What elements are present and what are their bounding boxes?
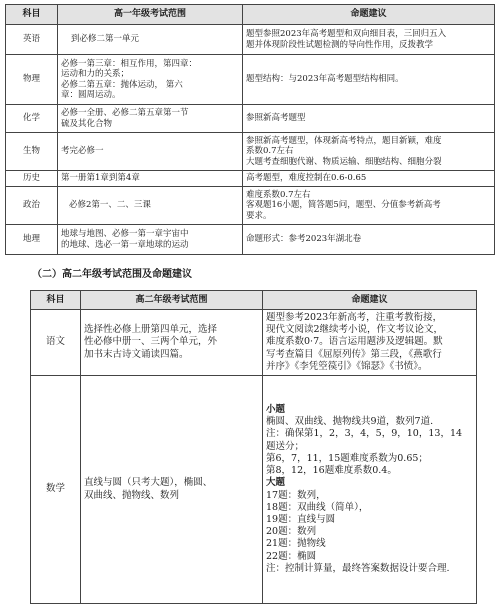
range-line: 直线与圆（只考大题），椭圆、 <box>84 477 213 489</box>
advice-line: 大题考查细胞代谢、物质运输、细胞结构、细胞分裂 <box>246 156 442 167</box>
advice-line: 22题：椭圆 <box>266 550 317 562</box>
advice-line: 题型结构：与2023年高考题型结构相同。 <box>246 74 404 85</box>
advice-cell <box>243 171 495 187</box>
big-questions-title: 大题 <box>266 477 286 489</box>
advice-cell <box>243 55 495 105</box>
small-questions-title: 小题 <box>266 404 286 416</box>
range-line: 考完必修一 <box>61 146 104 157</box>
advice-line: 19题：直线与圆 <box>266 513 336 525</box>
range-line: 必修一全册、必修二第五章第一节 <box>61 108 189 118</box>
subject-cell: 英语 <box>6 25 58 55</box>
range-line: 必修2第一、二、三课 <box>69 200 151 211</box>
range-cell <box>81 376 263 604</box>
range-line: 第一册第1章到第4章 <box>61 173 140 184</box>
subject-cell: 语文 <box>31 310 81 376</box>
advice-line: 题型参考2023年新高考，注重考教衔接， <box>266 311 443 323</box>
advice-cell <box>243 105 495 133</box>
header-subject: 科目 <box>31 291 81 310</box>
header-advice: 命题建议 <box>243 5 495 25</box>
range-line: 加书末古诗文诵读四篇。 <box>84 348 189 360</box>
header-subject: 科目 <box>6 5 58 25</box>
advice-cell <box>263 376 477 604</box>
advice-line: 参照新高考题型 <box>246 113 306 124</box>
advice-line: 21题：抛物线 <box>266 538 326 550</box>
range-cell <box>58 187 243 225</box>
advice-line: 注：确保第1，2，3，4，5，9，10，13，14 <box>266 428 463 440</box>
subject-cell: 生物 <box>6 133 58 171</box>
range-cell <box>81 310 263 376</box>
table-grade10 <box>5 4 495 255</box>
table-row <box>6 25 495 55</box>
advice-cell <box>243 133 495 171</box>
advice-line: 17题：数列， <box>266 489 326 501</box>
range-line: 的地球、选必一第一章地球的运动 <box>61 239 189 250</box>
table-row <box>6 133 495 171</box>
table-header-row <box>6 5 495 25</box>
table-header-row <box>31 291 477 310</box>
advice-line: 客观题16小题，简答题5问，题型、分值参考新高考 <box>246 200 441 211</box>
advice-line: 第6，7，11，15题难度系数为0.65； <box>266 452 428 464</box>
advice-line: 题并体现阶段性试题检测的导向性作用，反拨教学 <box>246 39 434 50</box>
advice-cell <box>263 310 477 376</box>
table-row <box>6 55 495 105</box>
advice-line: 命题形式：参考2023年湖北卷 <box>246 234 362 245</box>
table-row <box>6 187 495 225</box>
subject-cell: 地理 <box>6 225 58 255</box>
advice-cell <box>243 187 495 225</box>
range-cell <box>58 55 243 105</box>
table-row <box>6 105 495 133</box>
range-cell <box>58 105 243 133</box>
range-line: 运动和力的关系； <box>61 69 130 79</box>
range-line: 硫及其化合物 <box>61 118 113 129</box>
advice-line: 高考题型，难度控制在0.6-0.65 <box>246 173 367 184</box>
range-cell <box>58 25 243 55</box>
table-grade11 <box>30 290 477 604</box>
range-line: 必修一第三章：相互作用，第四章： <box>61 58 198 69</box>
section-title: （二）高二年级考试范围及命题建议 <box>32 269 192 280</box>
advice-line: 题送分； <box>266 440 305 452</box>
range-line: 地球与地图、必修一第一章宇宙中 <box>61 229 189 239</box>
range-line: 选择性必修上册第四单元，选择 <box>84 324 218 336</box>
header-advice: 命题建议 <box>263 291 477 310</box>
advice-line: 椭圆、双曲线、抛物线共9道，数列7道. <box>266 416 434 428</box>
table-row <box>31 376 477 604</box>
header-range: 高一年级考试范围 <box>58 5 243 25</box>
range-line: 到必修二第一单元 <box>71 34 140 45</box>
table-row <box>6 225 495 255</box>
subject-cell: 物理 <box>6 55 58 105</box>
advice-line: 注：控制计算量，最终答案数据设计要合理. <box>266 562 450 574</box>
advice-line: 20题：数列 <box>266 526 317 538</box>
subject-cell: 数学 <box>31 376 81 604</box>
advice-line: 难度系数0.7左右 <box>246 189 311 200</box>
subject-cell: 政治 <box>6 187 58 225</box>
table-row <box>6 171 495 187</box>
subject-cell: 化学 <box>6 105 58 133</box>
advice-line: 系数0.7左右 <box>246 146 294 157</box>
advice-line: 第8，12，16题难度系数0.4。 <box>266 465 397 477</box>
advice-line: 难度系数0·7。语言运用题涉及逻辑题。默 <box>266 336 443 348</box>
advice-line: 写考查篇目《屈原列传》第三段，《燕歌行 <box>266 348 442 360</box>
range-line: 章：圆周运动。 <box>61 90 121 100</box>
range-line: 性必修中册一、三两个单元，外 <box>84 336 218 348</box>
table-row <box>31 310 477 376</box>
advice-line: 要求。 <box>246 210 272 221</box>
header-range: 高二年级考试范围 <box>81 291 263 310</box>
advice-line: 参照新高考题型，体现新高考特点，题目新颖，难度 <box>246 135 442 146</box>
range-cell <box>58 171 243 187</box>
advice-line: 题型参照2023年高考题型和双向细目表，三回归五入 <box>246 29 447 39</box>
advice-line: 现代文阅读2继续考小说，作文考议论文， <box>266 324 444 336</box>
range-line: 必修二第五章：抛体运动， 第六 <box>61 79 183 90</box>
range-cell <box>58 133 243 171</box>
advice-line: 18题：双曲线（简单）， <box>266 501 369 513</box>
range-line: 双曲线、抛物线、数列 <box>84 489 180 501</box>
advice-line: 并序》《李凭箜篌引》《锦瑟》《书愤》。 <box>266 360 428 372</box>
advice-cell <box>243 225 495 255</box>
subject-cell: 历史 <box>6 171 58 187</box>
range-cell <box>58 225 243 255</box>
advice-cell <box>243 25 495 55</box>
